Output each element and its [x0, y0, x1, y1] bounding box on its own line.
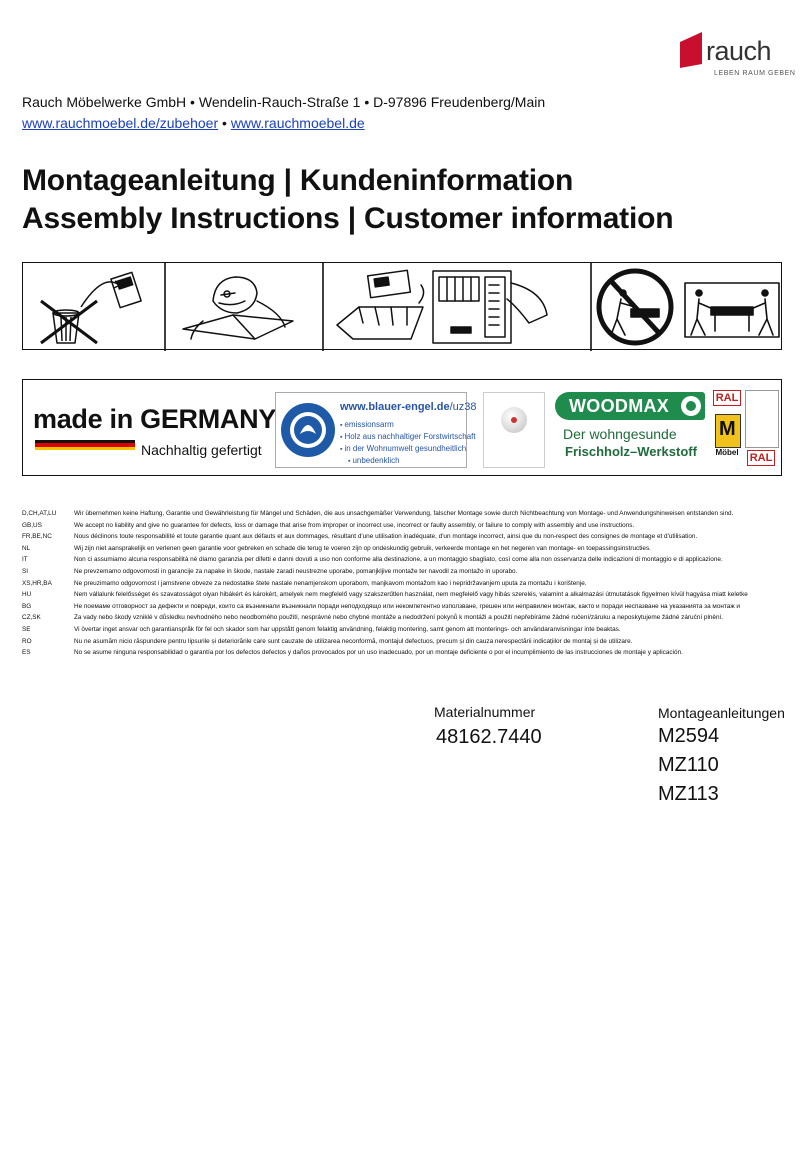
language-code: HU	[22, 591, 32, 599]
sustainability-award-badge	[483, 392, 545, 468]
no-trash-icon	[41, 272, 141, 343]
language-code: XS,HR,BA	[22, 579, 52, 587]
page-title-en: Assembly Instructions | Customer information	[22, 202, 674, 235]
disclaimer-row	[22, 578, 792, 590]
assembly-instruction-id: MZ110	[658, 754, 719, 776]
disclaimer-text: Ne preuzimamo odgovornost i jamstvene obveze za nedostatke štete nastale nenamjenskom uporabom, manjkavom montažom kao i nepridržavanjem uputa za montažu i korištenje.	[74, 579, 587, 587]
german-flag-icon	[35, 440, 135, 450]
language-code: NL	[22, 544, 31, 552]
disclaimer-row	[22, 647, 792, 659]
disclaimer-row	[22, 601, 792, 613]
disclaimer-row	[22, 554, 792, 566]
moebel-label: Möbel	[715, 448, 739, 457]
assembly-instruction-id: M2594	[658, 725, 720, 747]
language-code: SI	[22, 567, 29, 575]
language-code: FR,BE,NC	[22, 533, 52, 541]
goldenes-m-icon	[745, 390, 779, 448]
be-point: ▪ emissionsarm	[340, 419, 476, 431]
disclaimer-text: Non ci assumiamo alcuna responsabilità né diamo garanzia per difetti e danni dovuti a uso non conforme alla destinazione, a un montaggio sbagliato, così come alla non osservanza delle indicazioni di montaggio e di applicazione.	[74, 556, 723, 564]
disclaimer-text: Nous déclinons toute responsabilité et toute garantie quant aux défauts et aux dommages, résultant d'une utilisation inadéquate, d'un montage incorrect, ainsi que du non-respect des consignes de montage et d'utilisation.	[74, 533, 698, 541]
material-number-value: 48162.7440	[436, 726, 542, 748]
disclaimer-text: Nem vállalunk felelősséget és szavatosságot olyan hibákért és károkért, amelyek nem megfelelő vagy szakszerűtlen használat, nem megfelelő vagy hibás szerelés, valamint a alkalmazási útmutatások figyelmen kívül hagyása miatt keletke	[74, 591, 748, 599]
disclaimer-row	[22, 520, 792, 532]
disclaimer-text: We accept no liability and give no guarantee for defects, loss or damage that arise from improper or incorrect use, incorrect or faulty assembly, or failure to comply with assembly and use instructions.	[74, 521, 635, 529]
disclaimer-row	[22, 566, 792, 578]
language-code: BG	[22, 602, 32, 610]
link-separator: •	[222, 115, 227, 131]
disclaimer-text: Wij zijn niet aansprakelijk en verlenen geen garantie voor gebreken en schade die terug te voeren zijn op ondeskundig gebruik, verkeerde montage en het negeren van montage- en toepassingsinstructies.	[74, 544, 651, 552]
blauer-engel-points	[340, 419, 476, 467]
logo-tagline: LEBEN RAUM GEBEN	[714, 70, 796, 77]
award-dot-icon	[511, 417, 517, 423]
language-code: RO	[22, 637, 32, 645]
be-point: ▪ unbedenklich	[340, 455, 476, 467]
language-code: D,CH,AT,LU	[22, 510, 57, 517]
language-code: ES	[22, 649, 31, 657]
disclaimer-row	[22, 543, 792, 555]
ral-label-bottom: RAL	[747, 450, 775, 466]
woodmax-line1: Der wohngesunde	[563, 426, 677, 442]
link-home[interactable]: www.rauchmoebel.de	[230, 115, 365, 131]
rauch-logo	[676, 28, 796, 78]
liability-disclaimer	[22, 508, 792, 659]
language-code: SE	[22, 625, 31, 633]
read-instructions-icon	[183, 277, 293, 339]
language-code: IT	[22, 556, 28, 564]
disclaimer-row	[22, 612, 792, 624]
ral-label-top: RAL	[713, 390, 741, 406]
company-address: Rauch Möbelwerke GmbH • Wendelin-Rauch-Straße 1 • D-97896 Freudenberg/Main	[22, 94, 546, 110]
disclaimer-text: Не поемаме отговорност за дефекти и повреди, които са възникнали възникнали поради неподходящо или некомпетентно използване, грешен или неправилен монтаж, както и поради неспазване на указанията за монтаж и	[74, 602, 740, 610]
pictograms	[23, 263, 783, 351]
assembly-instruction-id: MZ113	[658, 783, 719, 805]
disclaimer-row	[22, 636, 792, 648]
check-parts-icon	[337, 270, 547, 343]
disclaimer-row	[22, 508, 792, 520]
woodmax-name: WOODMAX	[569, 396, 670, 416]
disclaimer-text: Vi övertar inget ansvar och garantianspråk för fel och skador som har uppstått genom felaktig användning, felaktig montering, samt genom att monterings- och användaranvisningar inte beaktas.	[74, 625, 621, 633]
disclaimer-text: Wir übernehmen keine Haftung, Garantie und Gewährleistung für Mängel und Schäden, die aus unsachgemäßer Verwendung, falscher Montage sowie durch Nichtbeachtung von Montage- und Anwendungshinweisen entstanden sind.	[74, 510, 734, 517]
disclaimer-row	[22, 589, 792, 601]
link-zubehoer[interactable]: www.rauchmoebel.de/zubehoer	[22, 115, 219, 131]
disclaimer-row	[22, 531, 792, 543]
two-persons-icon	[599, 271, 779, 343]
pictogram-strip	[22, 262, 782, 350]
disclaimer-text: Za vady nebo škody vzniklé v důsledku nevhodného nebo neodborného použití, nesprávné nebo chybné montáže a nedodržení pokynů k montáži a použití nepřebíráme žádné ručení/záruku a neposkytujeme žádné záruční plnění.	[74, 614, 724, 622]
disclaimer-row	[22, 624, 792, 636]
disclaimer-text: No se asume ninguna responsabilidad o garantía por los defectos defectos y daños provocados por un uso inadecuado, por un montaje deficiente o por el incumplimiento de las instrucciones de montaje y aplicación.	[74, 649, 683, 657]
links-line	[22, 115, 365, 131]
woodmax-badge	[555, 392, 705, 468]
be-point: ▪ Holz aus nachhaltiger Forstwirtschaft	[340, 431, 476, 443]
ral-badges	[713, 390, 779, 470]
be-point: ▪ in der Wohnumwelt gesundheitlich	[340, 443, 476, 455]
assembly-instructions-label: Montageanleitungen	[658, 705, 785, 721]
disclaimer-text: Nu ne asumăm nicio răspundere pentru lipsurile și deteriorările care sunt cauzate de utilizarea neconformă, montajul defectuos, precum și din cauza nerespectării indicațiilor de montaj și de utilizare.	[74, 637, 633, 645]
made-in-germany: made in GERMANY	[33, 404, 277, 434]
blauer-engel-badge	[275, 392, 477, 468]
moebel-m-icon: M	[715, 414, 741, 448]
logo-wordmark: rauch	[706, 36, 772, 66]
blauer-engel-url: www.blauer-engel.de/uz38	[340, 401, 477, 413]
sustainable-label: Nachhaltig gefertigt	[141, 442, 262, 458]
blauer-engel-icon	[280, 402, 336, 458]
language-code: CZ,SK	[22, 614, 41, 622]
certification-strip	[22, 379, 782, 476]
page-title-de: Montageanleitung | Kundeninformation	[22, 164, 574, 197]
woodmax-sun-icon	[681, 396, 701, 416]
disclaimer-text: Ne prevzemamo odgovornosti in garancije za napake in škode, nastale zaradi neustrezne uporabe, pomanjkljive montaže ter navodil za montažo in uporabo.	[74, 567, 518, 575]
language-code: GB,US	[22, 521, 42, 529]
woodmax-line2: Frischholz–Werkstoff	[565, 444, 697, 459]
material-number-label: Materialnummer	[434, 704, 536, 720]
